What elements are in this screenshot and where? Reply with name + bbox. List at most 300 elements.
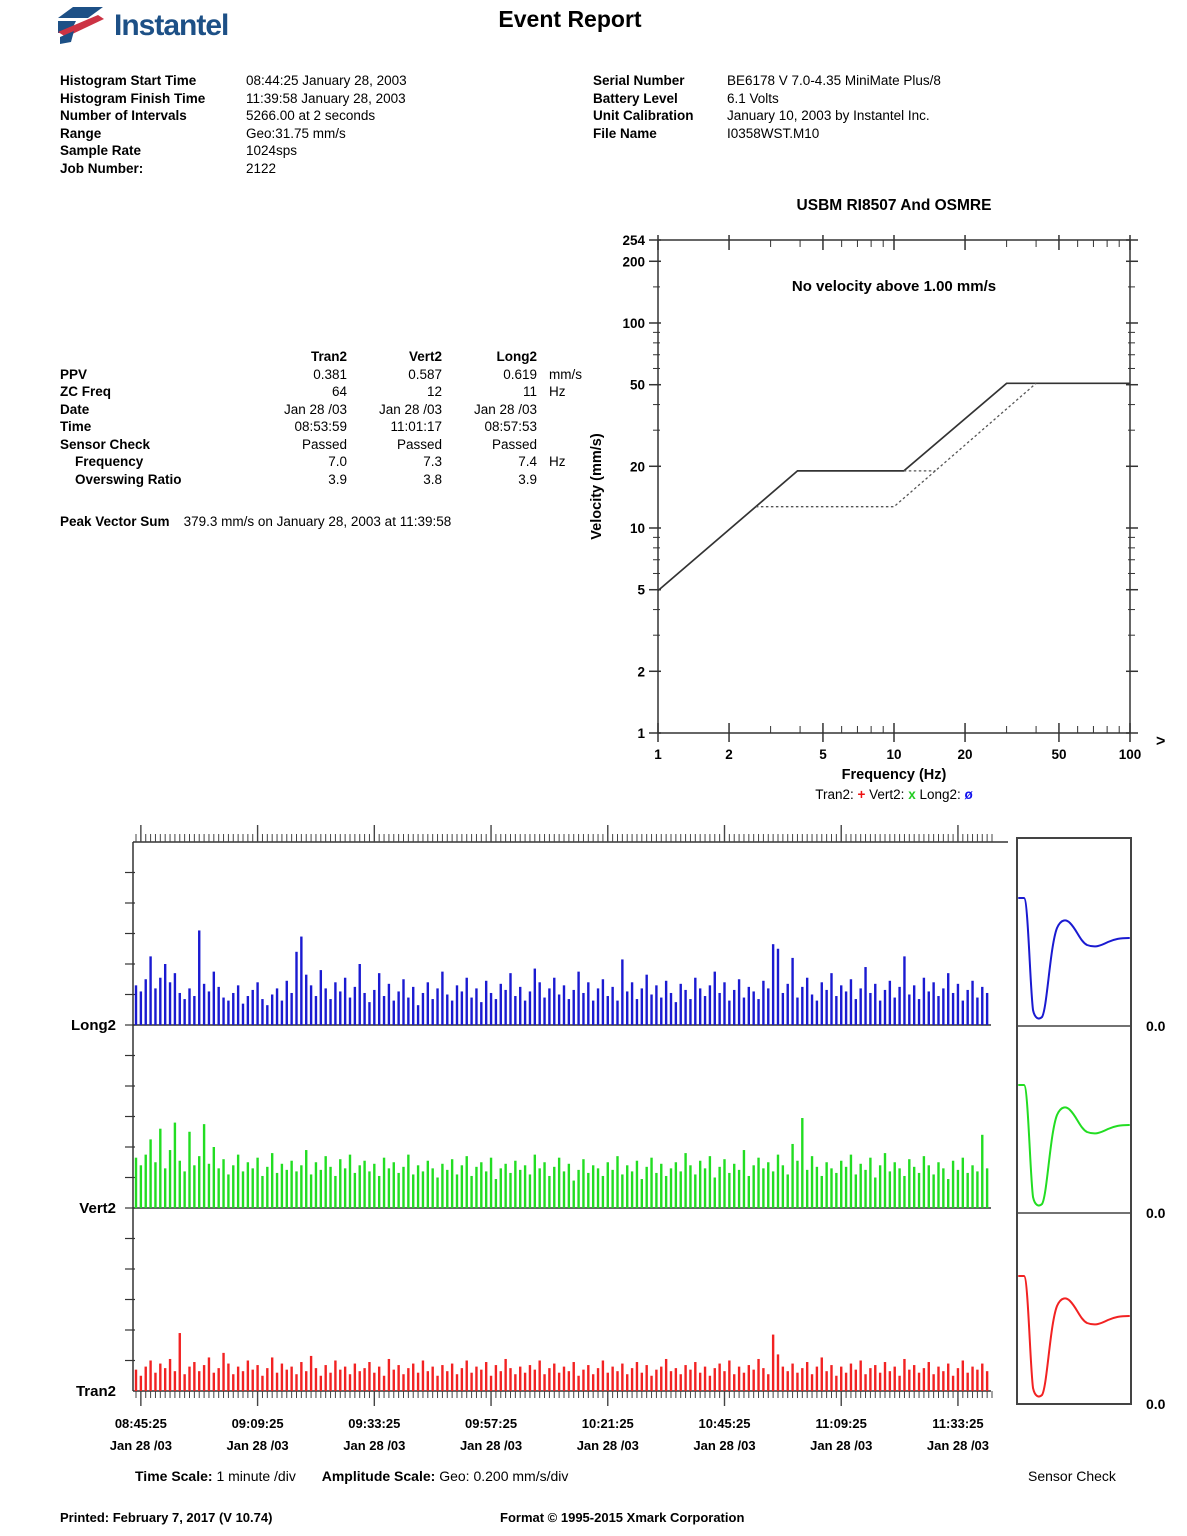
histogram-bar <box>164 1168 166 1208</box>
y-axis-title: Velocity (mm/s) <box>589 433 605 540</box>
histogram-info-row <box>60 160 407 178</box>
cell-value: Jan 28 /03 <box>473 401 537 417</box>
histogram-bar <box>256 1365 258 1391</box>
histogram-bar <box>417 1165 419 1208</box>
unit-info-row <box>593 72 941 90</box>
histogram-bar <box>232 1374 234 1391</box>
histogram-bar <box>689 1370 691 1391</box>
x-tick-label: 100 <box>1118 747 1142 762</box>
histogram-bar <box>388 1168 390 1208</box>
histogram-info-row <box>60 125 407 143</box>
time-label: 11:33:25 <box>932 1416 984 1431</box>
histogram-bar <box>981 987 983 1025</box>
histogram-bar <box>149 1139 151 1208</box>
chart-legend: Tran2: + Vert2: x Long2: ø <box>815 787 973 802</box>
histogram-bar <box>869 993 871 1025</box>
histogram-bar <box>188 988 190 1025</box>
histogram-bar <box>714 972 716 1025</box>
histogram-bar <box>417 1373 419 1391</box>
histogram-bar <box>743 998 745 1025</box>
histogram-bar <box>806 978 808 1025</box>
histogram-bar <box>485 1362 487 1391</box>
table-row <box>60 453 582 471</box>
histogram-bar <box>213 1147 215 1208</box>
histogram-bar <box>140 991 142 1025</box>
histogram-bar <box>485 981 487 1025</box>
histogram-bar <box>193 1165 195 1208</box>
histogram-bar <box>290 1367 292 1391</box>
histogram-bar <box>791 1144 793 1208</box>
histogram-bar <box>952 1376 954 1391</box>
histogram-bar <box>913 985 915 1025</box>
histogram-bar <box>655 985 657 1025</box>
scale-info-line <box>135 1468 590 1484</box>
histogram-bar <box>359 964 361 1025</box>
histogram-bar <box>752 991 754 1025</box>
histogram-bar <box>782 1165 784 1208</box>
series-usbm-ri8507 <box>658 383 1130 590</box>
histogram-bar <box>650 995 652 1026</box>
row-label: PPV <box>60 366 88 382</box>
histogram-bar <box>636 1161 638 1208</box>
histogram-bar <box>252 1370 254 1391</box>
histogram-bar <box>324 988 326 1025</box>
histogram-bar <box>903 956 905 1025</box>
histogram-bar <box>850 1155 852 1208</box>
histogram-bar <box>986 1168 988 1208</box>
histogram-bar <box>524 1001 526 1025</box>
histogram-bar <box>962 1361 964 1392</box>
histogram-bar <box>928 991 930 1025</box>
histogram-bar <box>514 1161 516 1208</box>
histogram-bar <box>271 995 273 1026</box>
histogram-bar <box>835 1173 837 1208</box>
column-header: Tran2 <box>310 349 347 364</box>
unit-info-row <box>593 107 941 125</box>
date-label: Jan 28 /03 <box>109 1438 172 1453</box>
histogram-bar <box>607 1373 609 1391</box>
histogram-bar <box>436 1178 438 1209</box>
histogram-bar <box>179 1161 181 1208</box>
histogram-bar <box>655 1173 657 1208</box>
y-tick-label: 2 <box>637 664 645 680</box>
x-axis-title: Frequency (Hz) <box>841 767 947 783</box>
histogram-bar <box>821 1176 823 1208</box>
histogram-bar <box>504 1164 506 1208</box>
row-label: Frequency <box>75 454 144 469</box>
histogram-bar <box>310 985 312 1025</box>
unit-header <box>537 348 549 366</box>
histogram-bar <box>616 1001 618 1025</box>
y-tick-label: 50 <box>629 377 645 393</box>
histogram-bar <box>324 1365 326 1391</box>
info-label: Unit Calibration <box>593 108 694 123</box>
histogram-bar <box>480 1002 482 1025</box>
cell-value: 0.381 <box>313 366 347 382</box>
histogram-bar <box>918 1373 920 1391</box>
histogram-bar <box>957 984 959 1025</box>
histogram-bar <box>889 1371 891 1391</box>
cell-value: 3.9 <box>328 471 347 487</box>
histogram-bar <box>966 990 968 1025</box>
histogram-bar <box>281 1364 283 1391</box>
histogram-bar <box>894 1367 896 1391</box>
histogram-bar <box>402 1167 404 1208</box>
histogram-bar <box>631 1171 633 1208</box>
histogram-info-block <box>60 72 407 177</box>
histogram-bar <box>261 1376 263 1391</box>
histogram-bar <box>816 1001 818 1025</box>
histogram-bar <box>563 1171 565 1208</box>
histogram-bar <box>422 1361 424 1392</box>
histogram-info-row <box>60 90 407 108</box>
histogram-bar <box>242 1171 244 1208</box>
histogram-bar <box>621 959 623 1025</box>
histogram-bar <box>441 1365 443 1391</box>
histogram-bar <box>767 988 769 1025</box>
time-label: 11:09:25 <box>815 1416 867 1431</box>
histogram-bar <box>300 1165 302 1208</box>
histogram-bar <box>402 1374 404 1391</box>
chart-title: USBM RI8507 And OSMRE <box>796 197 992 214</box>
cell-value: 7.3 <box>423 454 442 469</box>
histogram-bar <box>320 1376 322 1391</box>
histogram-bar <box>879 1165 881 1208</box>
info-label: Battery Level <box>593 90 678 106</box>
histogram-bar <box>290 1161 292 1208</box>
histogram-bar <box>412 1174 414 1208</box>
zero-reference-label: 0.0 <box>1146 1396 1166 1412</box>
histogram-bar <box>811 1156 813 1208</box>
histogram-bar <box>874 984 876 1025</box>
histogram-bar <box>675 1162 677 1208</box>
histogram-bar <box>947 1364 949 1391</box>
histogram-bar <box>577 1170 579 1208</box>
histogram-bar <box>894 1162 896 1208</box>
histogram-bar <box>154 988 156 1025</box>
histogram-bar <box>373 1164 375 1208</box>
histogram-bar <box>670 993 672 1025</box>
histogram-bar <box>441 1164 443 1208</box>
histogram-bar <box>475 1367 477 1391</box>
histogram-bar <box>777 949 779 1025</box>
histogram-bar <box>305 975 307 1025</box>
histogram-bar <box>937 1367 939 1391</box>
histogram-bar <box>193 1362 195 1391</box>
histogram-bar <box>709 1376 711 1391</box>
histogram-bar <box>816 1167 818 1208</box>
histogram-bar <box>373 990 375 1025</box>
cell-value: 08:53:59 <box>294 419 347 434</box>
histogram-bar <box>174 973 176 1025</box>
histogram-bar <box>271 1357 273 1391</box>
histogram-bar <box>971 981 973 1025</box>
histogram-bar <box>787 984 789 1025</box>
histogram-bar <box>889 1171 891 1208</box>
logo-text: Instantel <box>114 9 229 42</box>
histogram-bar <box>261 1176 263 1208</box>
info-label: Job Number: <box>60 160 144 176</box>
histogram-bar <box>145 1155 147 1208</box>
histogram-bar <box>645 1167 647 1208</box>
histogram-bar <box>417 1005 419 1025</box>
row-label: Date <box>60 401 90 417</box>
zero-reference-label: 0.0 <box>1146 1205 1166 1221</box>
histogram-bar <box>636 1362 638 1391</box>
histogram-bar <box>928 1165 930 1208</box>
histogram-bar <box>548 1176 550 1208</box>
histogram-bar <box>529 1174 531 1208</box>
histogram-bar <box>145 979 147 1025</box>
instantel-logo <box>58 6 228 46</box>
histogram-bar <box>232 993 234 1025</box>
histogram-bar <box>864 1374 866 1391</box>
histogram-bar <box>368 1171 370 1208</box>
histogram-bar <box>587 1173 589 1208</box>
histogram-bar <box>519 987 521 1025</box>
histogram-bar <box>553 1167 555 1208</box>
date-label: Jan 28 /03 <box>226 1438 289 1453</box>
histogram-bar <box>670 1168 672 1208</box>
histogram-bar <box>986 993 988 1025</box>
histogram-bar <box>825 1371 827 1391</box>
histogram-bar <box>577 1376 579 1391</box>
histogram-bar <box>300 937 302 1025</box>
histogram-bar <box>738 1170 740 1208</box>
histogram-bar <box>903 1176 905 1208</box>
histogram-bar <box>315 996 317 1025</box>
histogram-info-row <box>60 142 407 160</box>
histogram-bar <box>198 1371 200 1391</box>
amplitude-scale-value: Geo: 0.200 mm/s/div <box>439 1468 569 1484</box>
histogram-bar <box>694 1174 696 1208</box>
histogram-bar <box>188 1367 190 1391</box>
row-label: Sensor Check <box>60 436 151 452</box>
histogram-bar <box>821 982 823 1025</box>
histogram-bar <box>276 1173 278 1208</box>
histogram-bar <box>743 1150 745 1208</box>
histogram-bar <box>363 1368 365 1391</box>
histogram-bar <box>232 1165 234 1208</box>
histogram-bar <box>247 996 249 1025</box>
histogram-bar <box>665 1176 667 1208</box>
histogram-bar <box>932 1374 934 1391</box>
histogram-bar <box>645 1365 647 1391</box>
histogram-bar <box>733 990 735 1025</box>
histogram-bar <box>227 1174 229 1208</box>
histogram-bar <box>169 1150 171 1208</box>
histogram-bar <box>942 1168 944 1208</box>
histogram-bar <box>684 990 686 1025</box>
histogram-bar <box>222 998 224 1025</box>
histogram-bar <box>451 1159 453 1208</box>
histogram-bar <box>903 1359 905 1391</box>
histogram-bar <box>602 1176 604 1208</box>
histogram-bar <box>787 1174 789 1208</box>
histogram-bar <box>466 1361 468 1392</box>
histogram-bar <box>894 998 896 1025</box>
histogram-bar <box>748 987 750 1025</box>
histogram-bar <box>573 1181 575 1208</box>
histogram-bar <box>208 1357 210 1391</box>
histogram-bar <box>461 1368 463 1391</box>
histogram-bar <box>752 1370 754 1391</box>
info-label: Number of Intervals <box>60 108 187 123</box>
histogram-bar <box>855 1174 857 1208</box>
histogram-bar <box>928 1362 930 1391</box>
cell-value: Passed <box>491 436 537 452</box>
histogram-bar <box>393 1162 395 1208</box>
histogram-bar <box>519 1170 521 1208</box>
histogram-bar <box>538 1168 540 1208</box>
histogram-bar <box>704 1168 706 1208</box>
histogram-bar <box>660 1164 662 1208</box>
histogram-bar <box>208 991 210 1025</box>
histogram-bar <box>660 1367 662 1391</box>
y-tick-label: 1 <box>637 726 645 741</box>
histogram-bar <box>796 1161 798 1208</box>
row-label: ZC Freq <box>60 384 112 399</box>
table-row <box>60 436 582 454</box>
histogram-bar <box>626 1374 628 1391</box>
info-label: Serial Number <box>593 73 685 88</box>
instantel-logo-icon <box>58 6 104 46</box>
histogram-bar <box>451 1364 453 1391</box>
histogram-bar <box>349 1374 351 1391</box>
info-value: January 10, 2003 by Instantel Inc. <box>727 108 930 123</box>
histogram-bar <box>728 1001 730 1025</box>
histogram-bar <box>164 964 166 1025</box>
histogram-bar <box>675 1002 677 1025</box>
histogram-bar <box>733 1374 735 1391</box>
histogram-bar <box>378 1176 380 1208</box>
histogram-bar <box>772 944 774 1025</box>
histogram-bar <box>252 990 254 1025</box>
histogram-bar <box>592 1374 594 1391</box>
histogram-bar <box>140 1376 142 1391</box>
histogram-bar <box>616 1371 618 1391</box>
row-label: Overswing Ratio <box>75 471 182 487</box>
cell-value: Jan 28 /03 <box>283 401 347 417</box>
histogram-bar <box>548 1368 550 1391</box>
histogram-bar <box>913 1167 915 1208</box>
usbm-osmre-chart <box>560 192 1187 820</box>
date-label: Jan 28 /03 <box>693 1438 756 1453</box>
histogram-bar <box>431 1168 433 1208</box>
x-tick-label: 2 <box>725 747 733 762</box>
histogram-bar <box>509 1368 511 1391</box>
histogram-bar <box>295 1374 297 1391</box>
time-scale-label: Time Scale: <box>135 1468 213 1484</box>
histogram-bar <box>845 1373 847 1391</box>
histogram-bar <box>373 1373 375 1391</box>
histogram-bar <box>767 1374 769 1391</box>
histogram-bar <box>568 1164 570 1208</box>
histogram-bar <box>154 1162 156 1208</box>
histogram-bar <box>222 1159 224 1208</box>
histogram-bar <box>451 1001 453 1025</box>
histogram-bar <box>466 1156 468 1208</box>
histogram-bar <box>504 990 506 1025</box>
histogram-bar <box>490 1158 492 1208</box>
histogram-bar <box>349 1155 351 1208</box>
histogram-bar <box>801 987 803 1025</box>
histogram-bar <box>217 987 219 1025</box>
histogram-bar <box>723 1159 725 1208</box>
histogram-bar <box>339 1159 341 1208</box>
histogram-bar <box>427 1161 429 1208</box>
histogram-bar <box>174 1371 176 1391</box>
histogram-bar <box>748 1365 750 1391</box>
histogram-bar <box>597 1168 599 1208</box>
y-tick-label: 200 <box>622 254 645 270</box>
histogram-bar <box>636 999 638 1025</box>
sensor-check-box <box>1017 838 1131 1404</box>
y-tick-label: 20 <box>629 459 645 475</box>
date-label: Jan 28 /03 <box>459 1438 523 1453</box>
histogram-bar <box>553 1364 555 1391</box>
histogram-bar <box>757 999 759 1025</box>
histogram-bar <box>529 991 531 1025</box>
histogram-bar <box>568 999 570 1025</box>
histogram-bar <box>981 1135 983 1208</box>
histogram-bar <box>329 999 331 1025</box>
histogram-bar <box>801 1118 803 1208</box>
cell-value: 7.4 <box>518 454 537 469</box>
histogram-bar <box>446 995 448 1026</box>
histogram-bar <box>266 1368 268 1391</box>
histogram-bar <box>665 981 667 1025</box>
histogram-bar <box>884 1153 886 1208</box>
histogram-bar <box>256 1158 258 1208</box>
histogram-bar <box>354 1173 356 1208</box>
time-label: 10:45:25 <box>698 1416 751 1431</box>
histogram-bar <box>641 1179 643 1208</box>
histogram-bar <box>641 988 643 1025</box>
histogram-bar <box>772 1335 774 1391</box>
histogram-bar <box>670 1371 672 1391</box>
y-tick-label: 100 <box>622 315 645 331</box>
histogram-bar <box>368 1362 370 1391</box>
histogram-bar <box>772 1171 774 1208</box>
histogram-bar <box>976 1171 978 1208</box>
histogram-bar <box>431 1367 433 1391</box>
histogram-bar <box>470 1176 472 1208</box>
histogram-bar <box>966 1173 968 1208</box>
histogram-bar <box>976 1370 978 1391</box>
histogram-bar <box>573 990 575 1025</box>
histogram-bar <box>791 958 793 1025</box>
histogram-bar <box>237 1367 239 1391</box>
histogram-bar <box>349 998 351 1025</box>
histogram-bar <box>407 998 409 1025</box>
histogram-bar <box>266 1005 268 1025</box>
histogram-bar <box>762 1168 764 1208</box>
histogram-bar <box>874 1178 876 1209</box>
histogram-bar <box>611 987 613 1025</box>
histogram-bar <box>135 1370 137 1391</box>
histogram-bar <box>266 1167 268 1208</box>
histogram-bar <box>286 1370 288 1391</box>
x-tick-label: 1 <box>654 747 662 762</box>
histogram-bar <box>509 973 511 1025</box>
histogram-bar <box>378 1367 380 1391</box>
histogram-bar <box>680 984 682 1025</box>
histogram-bar <box>689 1165 691 1208</box>
histogram-bar <box>845 1167 847 1208</box>
histogram-bar <box>962 1158 964 1208</box>
histogram-bar <box>388 984 390 1025</box>
